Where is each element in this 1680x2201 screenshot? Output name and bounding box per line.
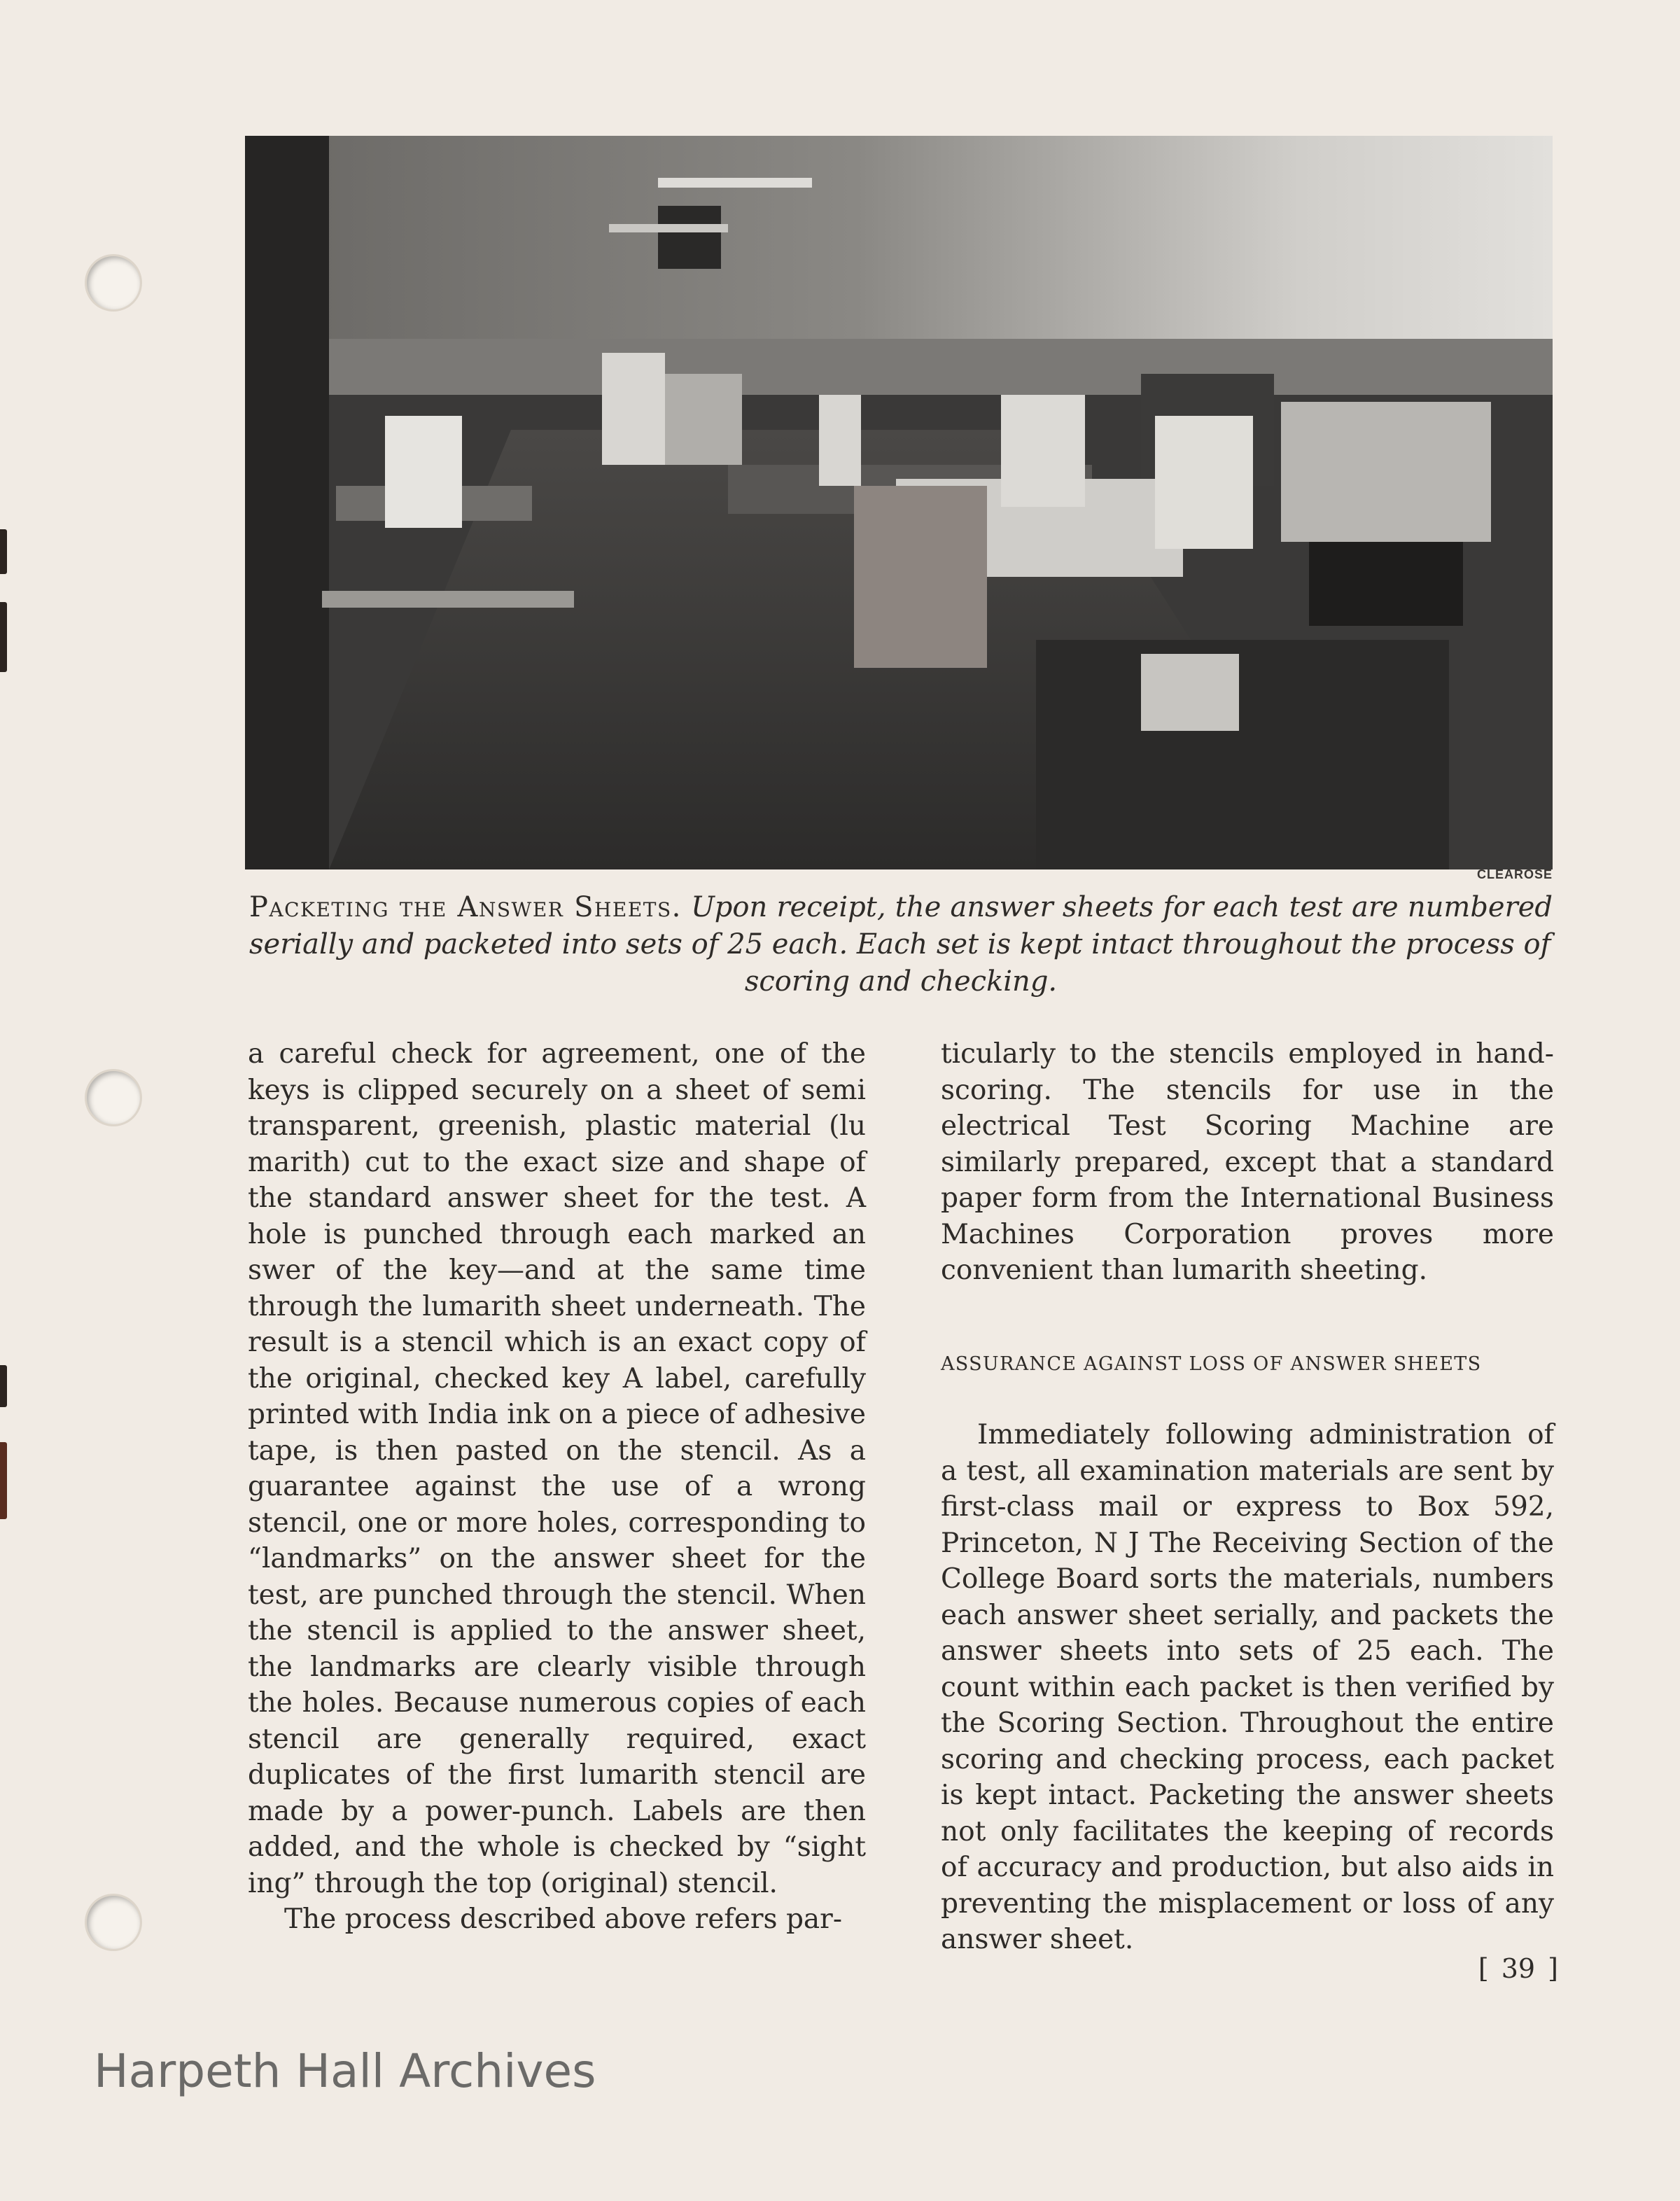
left-paragraph-1: a careful check for agreement, one of the keys is clipped securely on a sheet of semi transparent, greenish, plastic material (lu marith) cut to the exact size and shape of the standard answer sheet for the test. A hole is punched through each marked an swer of the key—and at the same time through the lumarith sheet underneath. The result is a stencil which is an exact copy of the original, checked key A label, carefully printed with India ink on a piece of adhesive tape, is then pasted on the stencil. As a guarantee against the use of a wrong stencil, one or more holes, corresponding to “landmarks” on the answer sheet for the test, are punched through the stencil. When the stencil is applied to the answer sheet, the landmarks are clearly visible through the holes. Because numerous copies of each stencil are generally required, exact duplicates of the first lumarith stencil are made by a power-punch. Labels are then added, and the whole is checked by “sight ing” through the top (original) stencil. — [248, 1038, 866, 1899]
office-photograph — [245, 136, 1553, 869]
caption-body: Upon receipt, the answer sheets for each test are numbered serially and packeted into sets of 25 each. Each set is kept intact throughout the process of — [249, 891, 1553, 960]
page-number: [ 39 ] — [1478, 1953, 1558, 1984]
binder-hole-top — [87, 256, 140, 309]
binder-hole-middle — [87, 1071, 140, 1124]
binder-hole-bottom — [87, 1896, 140, 1949]
caption-title: Packeting the Answer Sheets. — [249, 891, 682, 923]
page-edge-mark — [0, 529, 7, 574]
caption-last-line: scoring and checking. — [744, 965, 1058, 998]
left-column — [248, 1036, 866, 1938]
right-column — [941, 1036, 1554, 1958]
office-photograph-drawing — [245, 136, 1553, 869]
right-paragraph-2: Immediately following administration of a test, all examination materials are sent by first-class mail or express to Box 592, Princeton, N J The Receiving Section of the College Board sorts the materials, numbers each answer sheet serially, and packets the answer sheets into sets of 25 each. The count within each packet is then verified by the Scoring Section. Throughout the entire scoring and checking process, each packet is kept intact. Packeting the answer sheets not only facilitates the keeping of records of accuracy and production, but also aids in preventing the misplacement or loss of any answer sheet. — [941, 1419, 1554, 1955]
photo-credit: CLEAROSE — [1476, 867, 1553, 881]
section-heading: ASSURANCE AGAINST LOSS OF ANSWER SHEETS — [941, 1353, 1482, 1375]
right-paragraph-1: ticularly to the stencils employed in hand-scoring. The stencils for use in the electrical Test Scoring Machine are similarly prepared, except that a standard paper form from the International Business Machines Corporation proves more convenient than lumarith sheeting. — [941, 1038, 1554, 1286]
page-edge-mark — [0, 602, 7, 672]
archive-watermark: Harpeth Hall Archives — [94, 2044, 596, 2098]
left-paragraph-2: The process described above refers par- — [284, 1903, 843, 1935]
page-edge-mark — [0, 1442, 7, 1519]
figure-caption — [249, 889, 1553, 1000]
page-edge-mark — [0, 1365, 7, 1407]
